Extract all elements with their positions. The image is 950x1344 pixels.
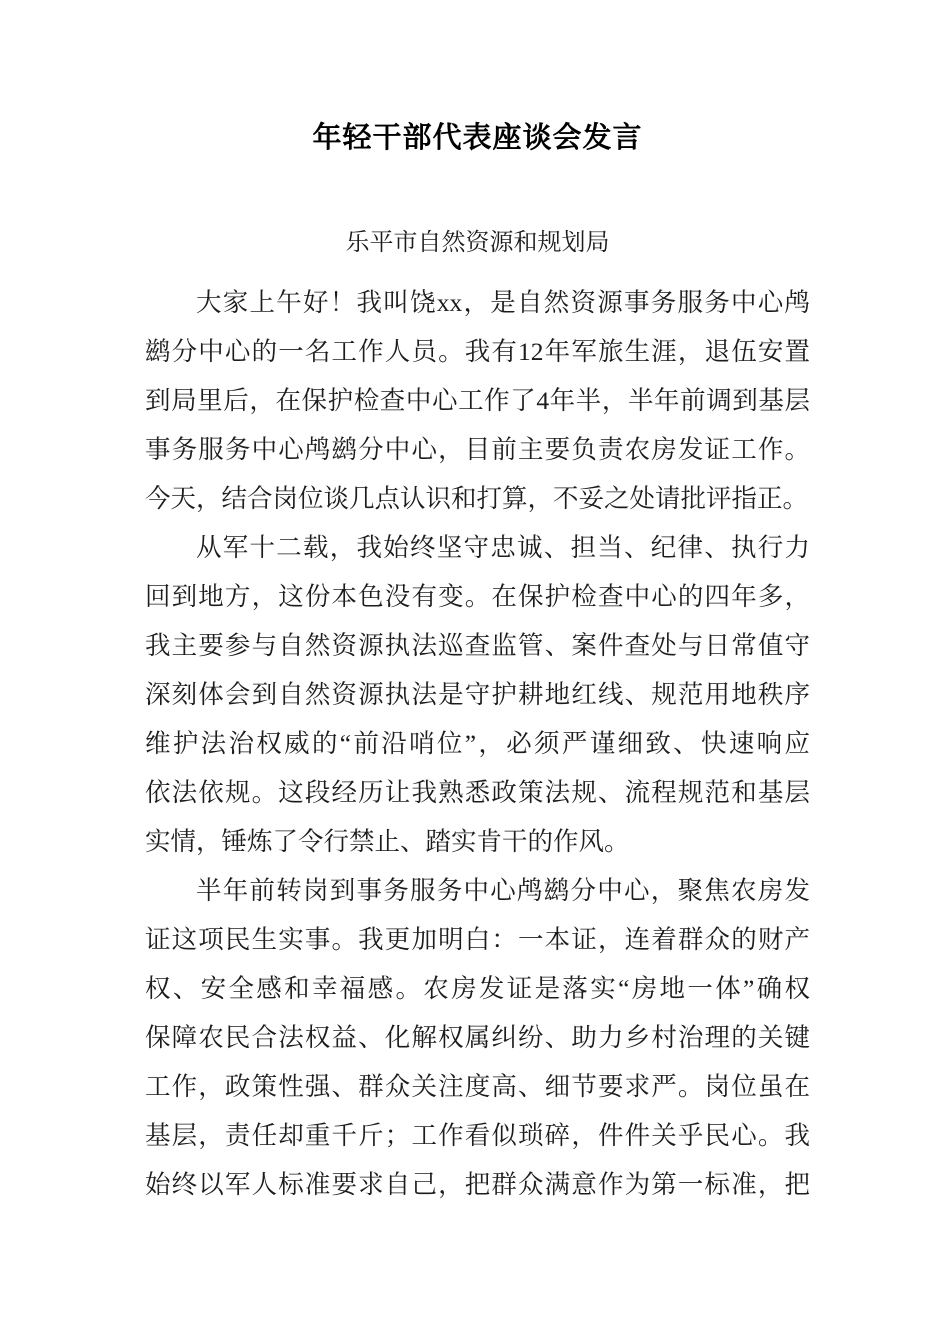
paragraph xyxy=(145,866,810,1209)
text-line: 依法依规。这段经历让我熟悉政策法规、流程规范和基层 xyxy=(145,778,810,807)
text-line: 始终以军人标准要求自己，把群众满意作为第一标准，把 xyxy=(145,1170,810,1199)
document-body xyxy=(145,278,810,1209)
text-line: 从军十二载，我始终坚守忠诚、担当、纪律、执行力 xyxy=(196,533,810,562)
text-line: 到局里后，在保护检查中心工作了4年半，半年前调到基层 xyxy=(145,386,810,415)
text-line: 深刻体会到自然资源执法是守护耕地红线、规范用地秩序 xyxy=(145,680,810,709)
text-line: 工作，政策性强、群众关注度高、细节要求严。岗位虽在 xyxy=(145,1072,810,1101)
text-line: 回到地方，这份本色没有变。在保护检查中心的四年多， xyxy=(145,582,810,611)
text-line: 保障农民合法权益、化解权属纠纷、助力乡村治理的关键 xyxy=(145,1023,810,1052)
paragraph xyxy=(145,523,810,866)
text-line: 我主要参与自然资源执法巡查监管、案件查处与日常值守 xyxy=(145,631,810,660)
text-line: 鹚分中心的一名工作人员。我有12年军旅生涯，退伍安置 xyxy=(145,337,810,366)
document-organization: 乐平市自然资源和规划局 xyxy=(345,230,610,256)
text-line: 半年前转岗到事务服务中心鸬鹚分中心，聚焦农房发 xyxy=(196,876,810,905)
text-line: 实情，锤炼了令行禁止、踏实肯干的作风。 xyxy=(145,827,630,856)
text-line: 维护法治权威的“前沿哨位”，必须严谨细致、快速响应 xyxy=(145,729,810,758)
text-line: 大家上午好！我叫饶xx，是自然资源事务服务中心鸬 xyxy=(196,288,810,317)
text-line: 基层，责任却重千斤；工作看似琐碎，件件关乎民心。我 xyxy=(145,1121,810,1150)
text-line: 权、安全感和幸福感。农房发证是落实“房地一体”确权 xyxy=(145,974,810,1003)
document-title: 年轻干部代表座谈会发言 xyxy=(312,122,643,154)
paragraph xyxy=(145,278,810,523)
text-line: 事务服务中心鸬鹚分中心，目前主要负责农房发证工作。 xyxy=(145,435,810,464)
text-line: 证这项民生实事。我更加明白：一本证，连着群众的财产 xyxy=(145,925,810,954)
text-line: 今天，结合岗位谈几点认识和打算，不妥之处请批评指正。 xyxy=(145,484,809,513)
